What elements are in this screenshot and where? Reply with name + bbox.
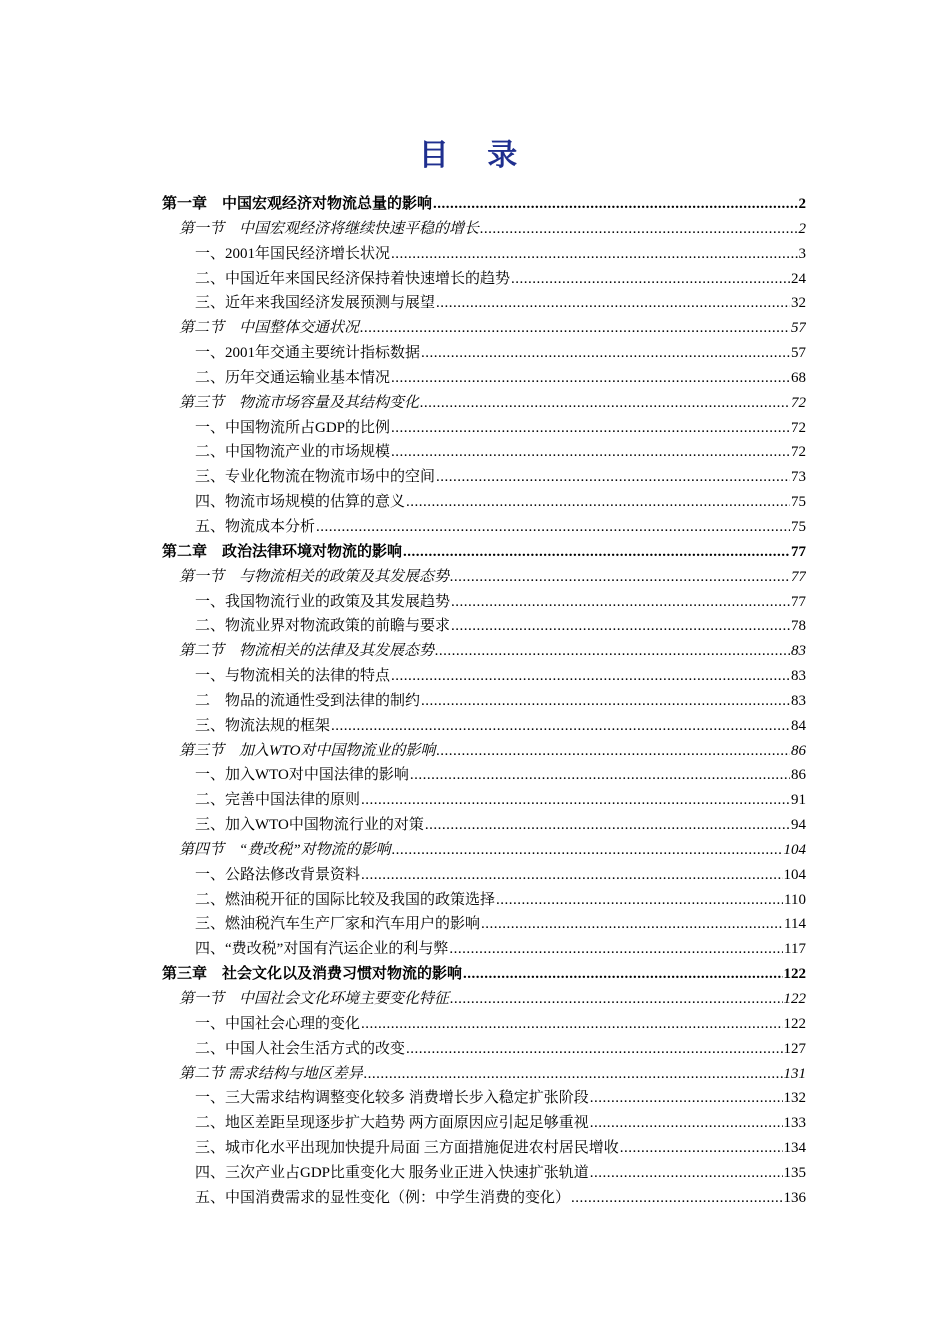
toc-page-number: 133: [783, 1115, 806, 1132]
toc-leader-dots: [392, 838, 783, 863]
toc-title: 目 录: [418, 138, 532, 173]
toc-page-number: 104: [783, 841, 806, 858]
toc-leader-dots: [450, 987, 782, 1012]
toc-page-number: 57: [791, 320, 806, 337]
toc-leader-dots: [481, 912, 783, 937]
toc-page-number: 32: [791, 295, 806, 312]
toc-subsection-entry[interactable]: [162, 1136, 806, 1161]
toc-section-entry[interactable]: [162, 217, 806, 242]
toc-leader-dots: [436, 291, 790, 316]
toc-leader-dots: [361, 788, 790, 813]
toc-page-number: 110: [784, 891, 806, 908]
toc-subsection-entry[interactable]: [162, 242, 806, 267]
toc-subsection-entry[interactable]: [162, 490, 806, 515]
toc-entry-label: 第三节 加入WTO对中国物流业的影响: [179, 742, 436, 759]
toc-entry-label: 二 物品的流通性受到法律的制约: [195, 692, 421, 709]
toc-leader-dots: [421, 689, 790, 714]
toc-entry-label: 第三节 物流市场容量及其结构变化: [179, 394, 420, 411]
toc-leader-dots: [391, 416, 790, 441]
toc-leader-dots: [590, 1161, 783, 1186]
toc-leader-dots: [435, 639, 790, 664]
toc-leader-dots: [480, 217, 797, 242]
toc-page-number: 114: [784, 916, 806, 933]
toc-entry-label: 第三章 社会文化以及消费习惯对物流的影响: [162, 966, 463, 983]
toc-subsection-entry[interactable]: [162, 366, 806, 391]
toc-page-number: 122: [783, 991, 806, 1007]
toc-leader-dots: [391, 366, 790, 391]
toc-page-number: 91: [791, 792, 806, 809]
toc-page-number: 134: [783, 1140, 806, 1157]
toc-chapter-entry[interactable]: [162, 192, 806, 217]
toc-page-number: 57: [791, 345, 806, 362]
toc-page-number: 77: [791, 543, 806, 560]
toc-page-number: 104: [783, 866, 806, 883]
toc-entry-label: 三、燃油税汽车生产厂家和汽车用户的影响: [195, 916, 481, 933]
toc-leader-dots: [436, 739, 790, 764]
toc-page-number: 72: [791, 419, 806, 436]
toc-page-number: 122: [783, 966, 806, 983]
toc-subsection-entry[interactable]: [162, 1012, 806, 1037]
toc-subsection-entry[interactable]: [162, 689, 806, 714]
toc-leader-dots: [620, 1136, 783, 1161]
toc-page-number: 73: [791, 469, 806, 486]
toc-page-number: 84: [791, 717, 806, 734]
toc-leader-dots: [433, 192, 797, 217]
toc-section-entry[interactable]: [162, 1062, 806, 1087]
toc-leader-dots: [436, 465, 790, 490]
toc-subsection-entry[interactable]: [162, 590, 806, 615]
toc-subsection-entry[interactable]: [162, 664, 806, 689]
toc-leader-dots: [361, 863, 782, 888]
toc-subsection-entry[interactable]: [162, 912, 806, 937]
toc-subsection-entry[interactable]: [162, 937, 806, 962]
toc-leader-dots: [406, 1037, 782, 1062]
toc-leader-dots: [364, 1062, 783, 1087]
toc-section-entry[interactable]: [162, 987, 806, 1012]
toc-page-number: 68: [791, 369, 806, 386]
toc-subsection-entry[interactable]: [162, 763, 806, 788]
toc-subsection-entry[interactable]: [162, 863, 806, 888]
toc-leader-dots: [463, 962, 782, 987]
toc-entry-label: 一、我国物流行业的政策及其发展趋势: [195, 593, 451, 610]
toc-entry-label: 第二节 物流相关的法律及其发展态势: [179, 643, 435, 660]
toc-entry-label: 一、中国物流所占GDP的比例: [195, 419, 391, 436]
toc-leader-dots: [316, 515, 790, 540]
toc-entry-label: 一、中国社会心理的变化: [195, 1015, 361, 1032]
toc-leader-dots: [590, 1086, 783, 1111]
toc-leader-dots: [451, 614, 790, 639]
toc-entry-label: 二、燃油税开征的国际比较及我国的政策选择: [195, 891, 496, 908]
toc-entry-label: 二、完善中国法律的原则: [195, 792, 361, 809]
toc-page-number: 86: [791, 742, 806, 759]
toc-page-number: 136: [783, 1189, 806, 1206]
toc-entry-label: 一、2001年交通主要统计指标数据: [195, 345, 421, 362]
toc-section-entry[interactable]: [162, 316, 806, 341]
toc-leader-dots: [451, 590, 790, 615]
toc-leader-dots: [511, 267, 790, 292]
toc-entry-label: 三、物流法规的框架: [195, 717, 331, 734]
toc-leader-dots: [449, 937, 783, 962]
toc-page-number: 132: [783, 1090, 806, 1107]
toc-page-number: 86: [791, 767, 806, 784]
toc-entry-label: 第二章 政治法律环境对物流的影响: [162, 543, 403, 560]
toc-page-number: 24: [791, 270, 806, 287]
toc-page-number: 2: [798, 220, 806, 237]
toc-subsection-entry[interactable]: [162, 515, 806, 540]
toc-page-number: 122: [783, 1015, 806, 1032]
toc-subsection-entry[interactable]: [162, 1111, 806, 1136]
toc-subsection-entry[interactable]: [162, 1037, 806, 1062]
toc-entry-label: 三、专业化物流在物流市场中的空间: [195, 469, 436, 486]
toc-section-entry[interactable]: [162, 639, 806, 664]
toc-subsection-entry[interactable]: [162, 416, 806, 441]
toc-entry-label: 二、中国近年来国民经济保持着快速增长的趋势: [195, 270, 511, 287]
toc-entry-label: 二、历年交通运输业基本情况: [195, 369, 391, 386]
toc-page-number: 2: [798, 196, 806, 212]
toc-leader-dots: [391, 242, 797, 267]
toc-entry-label: 四、三次产业占GDP比重变化大 服务业正进入快速扩张轨道: [195, 1164, 589, 1181]
toc-entry-label: 三、加入WTO中国物流行业的对策: [195, 817, 424, 834]
toc-page-number: 77: [791, 593, 806, 610]
toc-entry-label: 第一节 与物流相关的政策及其发展态势: [179, 568, 450, 585]
toc-entry-label: 第一节 中国社会文化环境主要变化特征: [179, 991, 450, 1007]
toc-section-entry[interactable]: [162, 739, 806, 764]
toc-entry-label: 第一章 中国宏观经济对物流总量的影响: [162, 196, 433, 212]
toc-page-number: 131: [783, 1065, 806, 1082]
toc-entry-label: 三、近年来我国经济发展预测与展望: [195, 295, 436, 312]
toc-page-number: 83: [791, 668, 806, 685]
toc-leader-dots: [361, 1012, 782, 1037]
toc-subsection-entry[interactable]: [162, 888, 806, 913]
toc-leader-dots: [421, 341, 790, 366]
toc-leader-dots: [425, 813, 790, 838]
toc-leader-dots: [360, 316, 790, 341]
toc-entry-label: 一、加入WTO对中国法律的影响: [195, 767, 409, 784]
toc-entry-label: 一、公路法修改背景资料: [195, 866, 361, 883]
toc-subsection-entry[interactable]: [162, 1161, 806, 1186]
toc-entry-label: 四、物流市场规模的估算的意义: [195, 494, 406, 511]
toc-page-number: 94: [791, 817, 806, 834]
toc-entry-label: 五、中国消费需求的显性变化（例：中学生消费的变化）: [195, 1189, 571, 1206]
toc-entry-label: 五、物流成本分析: [195, 518, 316, 535]
toc-entry-label: 二、物流业界对物流政策的前瞻与要求: [195, 618, 451, 635]
toc-subsection-entry[interactable]: [162, 1186, 806, 1211]
toc-page-number: 78: [791, 618, 806, 635]
toc-subsection-entry[interactable]: [162, 291, 806, 316]
toc-entry-label: 二、中国人社会生活方式的改变: [195, 1040, 406, 1057]
toc-entry-label: 一、与物流相关的法律的特点: [195, 668, 391, 685]
toc-leader-dots: [590, 1111, 783, 1136]
toc-section-entry[interactable]: [162, 565, 806, 590]
toc-entry-label: 第一节 中国宏观经济将继续快速平稳的增长: [179, 220, 480, 237]
toc-leader-dots: [450, 565, 790, 590]
toc-page-number: 117: [784, 941, 806, 958]
toc-leader-dots: [391, 440, 790, 465]
toc-leader-dots: [391, 664, 790, 689]
toc-entry-label: 第二节 中国整体交通状况: [179, 320, 360, 337]
toc-page-number: 127: [783, 1040, 806, 1057]
toc-page-number: 83: [791, 692, 806, 709]
toc-subsection-entry[interactable]: [162, 813, 806, 838]
toc-subsection-entry[interactable]: [162, 788, 806, 813]
toc-page-number: 3: [798, 245, 806, 262]
toc-page-number: 135: [783, 1164, 806, 1181]
toc-page-number: 72: [791, 444, 806, 461]
toc-chapter-entry[interactable]: [162, 962, 806, 987]
toc-leader-dots: [406, 490, 790, 515]
toc-leader-dots: [403, 540, 790, 565]
toc-subsection-entry[interactable]: [162, 614, 806, 639]
toc-entry-label: 四、“费改税”对国有汽运企业的利与弊: [195, 941, 449, 958]
toc-page-number: 72: [791, 394, 806, 411]
toc-entry-label: 第二节 需求结构与地区差异: [179, 1065, 363, 1082]
toc-entry-label: 第四节 “费改税”对物流的影响: [179, 841, 391, 858]
toc-page-number: 75: [791, 518, 806, 535]
toc-leader-dots: [331, 714, 790, 739]
toc-subsection-entry[interactable]: [162, 714, 806, 739]
toc-subsection-entry[interactable]: [162, 440, 806, 465]
toc-leader-dots: [410, 763, 790, 788]
toc-subsection-entry[interactable]: [162, 1086, 806, 1111]
toc-section-entry[interactable]: [162, 391, 806, 416]
toc-chapter-entry[interactable]: [162, 540, 806, 565]
toc-entry-label: 二、地区差距呈现逐步扩大趋势 两方面原因应引起足够重视: [195, 1115, 589, 1132]
toc-entry-label: 二、中国物流产业的市场规模: [195, 444, 391, 461]
toc-leader-dots: [420, 391, 790, 416]
table-of-contents: [162, 192, 806, 1211]
toc-leader-dots: [571, 1186, 782, 1211]
toc-page-number: 77: [791, 568, 806, 585]
toc-section-entry[interactable]: [162, 838, 806, 863]
toc-page-number: 75: [791, 494, 806, 511]
toc-leader-dots: [496, 888, 783, 913]
toc-entry-label: 三、城市化水平出现加快提升局面 三方面措施促进农村居民增收: [195, 1140, 619, 1157]
toc-subsection-entry[interactable]: [162, 465, 806, 490]
toc-subsection-entry[interactable]: [162, 267, 806, 292]
toc-entry-label: 一、三大需求结构调整变化较多 消费增长步入稳定扩张阶段: [195, 1090, 589, 1107]
toc-subsection-entry[interactable]: [162, 341, 806, 366]
toc-entry-label: 一、2001年国民经济增长状况: [195, 245, 391, 262]
toc-page-number: 83: [791, 643, 806, 660]
